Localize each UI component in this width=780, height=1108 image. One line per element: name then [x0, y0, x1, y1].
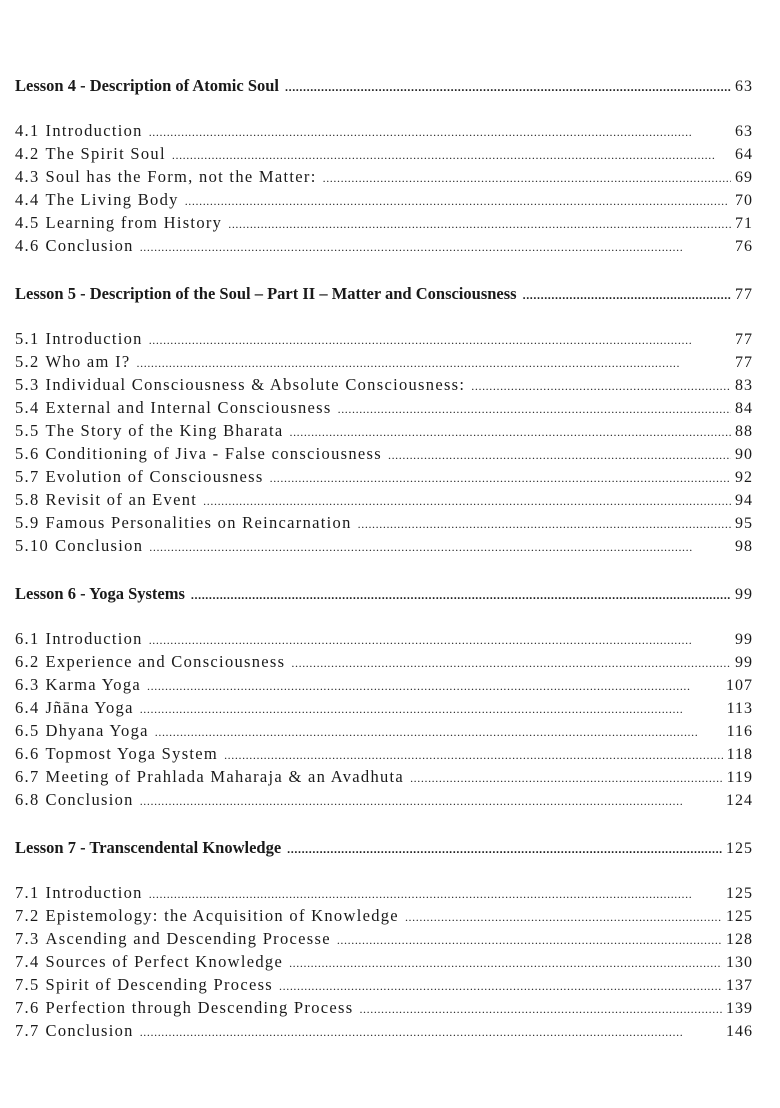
section-page-number: 64 [735, 146, 753, 163]
section-entry [15, 927, 753, 950]
section-title: Perfection through Descending Process [45, 998, 354, 1017]
section-number: 6.7 [15, 767, 40, 786]
section-title: Conditioning of Jiva - False consciousness [45, 444, 382, 463]
dot-leader [279, 975, 722, 998]
dot-leader [140, 790, 722, 813]
section-page-number: 130 [726, 954, 753, 971]
lesson-title: Lesson 5 - Description of the Soul – Part II – Matter and Consciousness [15, 284, 517, 303]
section-page-number: 71 [735, 215, 753, 232]
dot-leader [285, 76, 731, 99]
section-page-number: 99 [735, 631, 753, 648]
dot-leader [140, 236, 731, 259]
section-number: 7.3 [15, 929, 40, 948]
section-page-number: 128 [726, 931, 753, 948]
section-title: Introduction [45, 883, 143, 902]
section-title: Spirit of Descending Process [45, 975, 274, 994]
lesson-heading [15, 582, 753, 605]
section-title: Who am I? [45, 352, 131, 371]
section-page-number: 95 [735, 515, 753, 532]
section-number: 5.2 [15, 352, 40, 371]
section-number: 5.7 [15, 467, 40, 486]
section-entry [15, 904, 753, 927]
dot-leader [137, 352, 731, 375]
table-of-contents [15, 74, 753, 1067]
section-title: Famous Personalities on Reincarnation [45, 513, 352, 532]
section-number: 7.6 [15, 998, 40, 1017]
section-page-number: 137 [726, 977, 753, 994]
dot-leader [149, 121, 731, 144]
section-page-number: 77 [735, 331, 753, 348]
section-title: Epistemology: the Acquisition of Knowledge [45, 906, 399, 925]
lesson-heading [15, 74, 753, 97]
section-entry [15, 973, 753, 996]
section-number: 4.2 [15, 144, 40, 163]
section-title: Dhyana Yoga [45, 721, 149, 740]
section-page-number: 99 [735, 654, 753, 671]
section-number: 5.4 [15, 398, 40, 417]
section-number: 5.1 [15, 329, 40, 348]
section-number: 5.6 [15, 444, 40, 463]
section-entry [15, 396, 753, 419]
section-entry [15, 165, 753, 188]
section-number: 5.3 [15, 375, 40, 394]
section-number: 4.6 [15, 236, 40, 255]
section-entry [15, 627, 753, 650]
dot-leader [147, 675, 722, 698]
section-number: 6.5 [15, 721, 40, 740]
dot-leader [359, 998, 722, 1021]
dot-leader [358, 513, 731, 536]
section-title: Karma Yoga [45, 675, 142, 694]
lesson-title: Lesson 6 - Yoga Systems [15, 584, 185, 603]
section-entry [15, 765, 753, 788]
lesson-title: Lesson 4 - Description of Atomic Soul [15, 76, 279, 95]
section-entry [15, 442, 753, 465]
section-page-number: 125 [726, 885, 753, 902]
section-page-number: 118 [726, 746, 753, 763]
dot-leader [185, 190, 731, 213]
section-number: 4.4 [15, 190, 40, 209]
dot-leader [323, 167, 731, 190]
section-number: 5.10 [15, 536, 50, 555]
dot-leader [291, 652, 731, 675]
dot-leader [203, 490, 731, 513]
section-title: Meeting of Prahlada Maharaja & an Avadhuta [45, 767, 405, 786]
section-entry [15, 465, 753, 488]
lesson-block [15, 282, 753, 557]
section-number: 7.2 [15, 906, 40, 925]
section-number: 6.8 [15, 790, 40, 809]
section-page-number: 92 [735, 469, 753, 486]
dot-leader [224, 744, 723, 767]
section-page-number: 88 [735, 423, 753, 440]
lesson-block [15, 836, 753, 1042]
section-title: Conclusion [55, 536, 144, 555]
section-number: 5.9 [15, 513, 40, 532]
section-entry [15, 327, 753, 350]
section-title: Conclusion [45, 1021, 134, 1040]
section-number: 6.4 [15, 698, 40, 717]
section-page-number: 84 [735, 400, 753, 417]
section-page-number: 139 [726, 1000, 753, 1017]
lesson-page-number: 77 [735, 286, 753, 303]
section-page-number: 63 [735, 123, 753, 140]
section-title: Introduction [45, 629, 143, 648]
section-number: 5.5 [15, 421, 40, 440]
lesson-heading [15, 282, 753, 305]
dot-leader [287, 838, 722, 861]
section-entry [15, 950, 753, 973]
section-title: Individual Consciousness & Absolute Consciousness: [45, 375, 466, 394]
dot-leader [191, 584, 731, 607]
dot-leader [149, 629, 731, 652]
dot-leader [471, 375, 731, 398]
section-title: Introduction [45, 329, 143, 348]
dot-leader [270, 467, 731, 490]
dot-leader [388, 444, 731, 467]
section-page-number: 70 [735, 192, 753, 209]
section-entry [15, 650, 753, 673]
section-title: Introduction [45, 121, 143, 140]
section-title: Jñāna Yoga [45, 698, 134, 717]
dot-leader [289, 421, 731, 444]
section-number: 7.4 [15, 952, 40, 971]
section-title: The Living Body [45, 190, 179, 209]
section-number: 4.3 [15, 167, 40, 186]
section-entry [15, 881, 753, 904]
section-title: Evolution of Consciousness [45, 467, 264, 486]
section-entry [15, 696, 753, 719]
lesson-block [15, 74, 753, 257]
section-entry [15, 119, 753, 142]
lesson-page-number: 63 [735, 78, 753, 95]
section-page-number: 77 [735, 354, 753, 371]
section-number: 6.3 [15, 675, 40, 694]
section-page-number: 124 [726, 792, 753, 809]
lesson-page-number: 125 [726, 840, 753, 857]
section-entry [15, 350, 753, 373]
section-number: 6.6 [15, 744, 40, 763]
section-entry [15, 419, 753, 442]
section-entry [15, 373, 753, 396]
section-page-number: 76 [735, 238, 753, 255]
section-entry [15, 534, 753, 557]
dot-leader [410, 767, 723, 790]
section-title: Learning from History [45, 213, 223, 232]
section-entry [15, 511, 753, 534]
section-entry [15, 788, 753, 811]
section-page-number: 107 [726, 677, 753, 694]
dot-leader [140, 698, 723, 721]
section-number: 6.2 [15, 652, 40, 671]
dot-leader [338, 398, 731, 421]
dot-leader [149, 536, 731, 559]
section-number: 7.1 [15, 883, 40, 902]
dot-leader [228, 213, 731, 236]
dot-leader [155, 721, 723, 744]
section-number: 6.1 [15, 629, 40, 648]
dot-leader [337, 929, 722, 952]
lesson-page-number: 99 [735, 586, 753, 603]
section-entry [15, 488, 753, 511]
section-entry [15, 1019, 753, 1042]
section-title: Experience and Consciousness [45, 652, 286, 671]
section-number: 5.8 [15, 490, 40, 509]
section-number: 7.7 [15, 1021, 40, 1040]
section-entry [15, 673, 753, 696]
section-title: Revisit of an Event [45, 490, 198, 509]
section-page-number: 119 [726, 769, 753, 786]
section-title: Conclusion [45, 790, 134, 809]
lesson-heading [15, 836, 753, 859]
lesson-block [15, 582, 753, 811]
section-title: Soul has the Form, not the Matter: [45, 167, 317, 186]
section-title: Topmost Yoga System [45, 744, 219, 763]
section-page-number: 94 [735, 492, 753, 509]
section-page-number: 125 [726, 908, 753, 925]
section-entry [15, 142, 753, 165]
dot-leader [140, 1021, 722, 1044]
dot-leader [523, 284, 731, 307]
section-entry [15, 188, 753, 211]
section-entry [15, 996, 753, 1019]
section-page-number: 146 [726, 1023, 753, 1040]
dot-leader [149, 883, 722, 906]
section-number: 4.1 [15, 121, 40, 140]
dot-leader [172, 144, 731, 167]
dot-leader [289, 952, 722, 975]
section-number: 4.5 [15, 213, 40, 232]
section-title: External and Internal Consciousness [45, 398, 332, 417]
section-title: The Spirit Soul [45, 144, 166, 163]
section-title: Ascending and Descending Processe [45, 929, 331, 948]
section-entry [15, 234, 753, 257]
section-page-number: 116 [726, 723, 753, 740]
section-title: The Story of the King Bharata [45, 421, 284, 440]
section-entry [15, 211, 753, 234]
section-number: 7.5 [15, 975, 40, 994]
section-entry [15, 719, 753, 742]
section-page-number: 113 [726, 700, 753, 717]
section-page-number: 83 [735, 377, 753, 394]
section-page-number: 90 [735, 446, 753, 463]
section-entry [15, 742, 753, 765]
dot-leader [405, 906, 722, 929]
section-page-number: 69 [735, 169, 753, 186]
section-page-number: 98 [735, 538, 753, 555]
lesson-title: Lesson 7 - Transcendental Knowledge [15, 838, 282, 857]
dot-leader [149, 329, 731, 352]
section-title: Sources of Perfect Knowledge [45, 952, 284, 971]
section-title: Conclusion [45, 236, 134, 255]
